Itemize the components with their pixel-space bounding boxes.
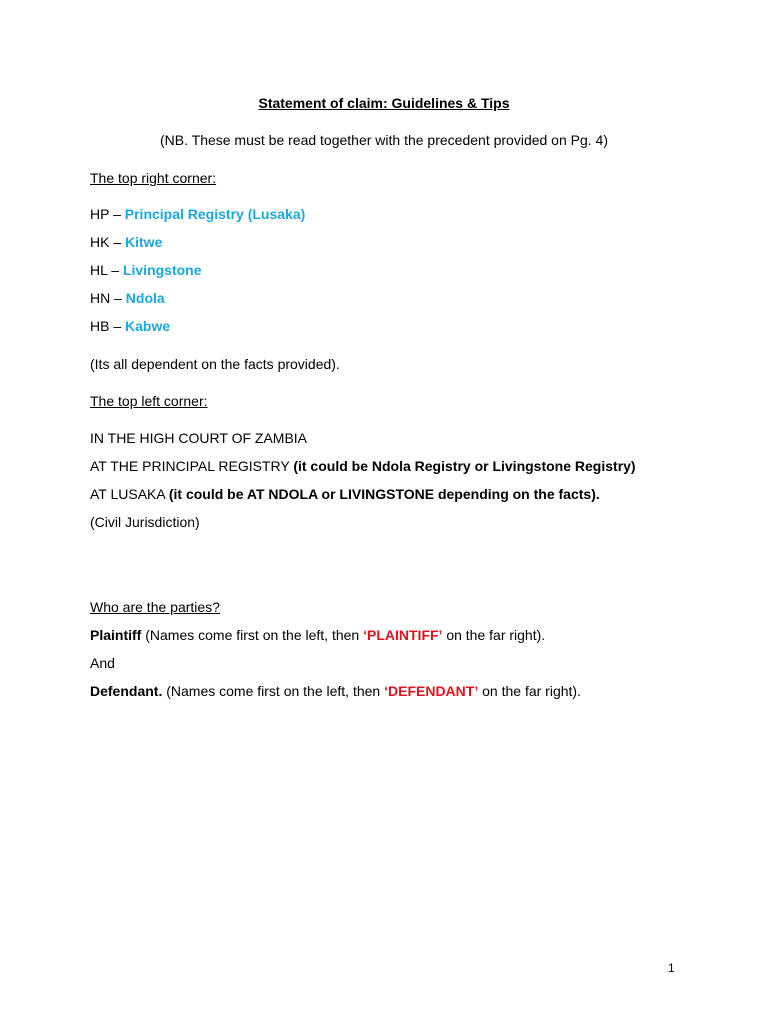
registry-alternatives: (it could be Ndola Registry or Livingstone Registry) <box>293 458 636 474</box>
parties-heading: Who are the parties? <box>90 599 220 615</box>
registry-place: Livingstone <box>122 262 202 278</box>
plaintiff-label: Plaintiff <box>90 627 142 643</box>
precedent-note: (NB. These must be read together with the precedent provided on Pg. 4) <box>160 132 608 148</box>
defendant-tag: ‘DEFENDANT’ <box>384 683 479 699</box>
location-line <box>90 485 600 503</box>
registry-item-hn <box>90 289 165 307</box>
registry-item-hp <box>90 205 305 223</box>
registry-place: Kabwe <box>125 318 171 334</box>
registry-code: HL – <box>90 262 123 278</box>
top-left-heading: The top left corner: <box>90 393 208 409</box>
defendant-label: Defendant. <box>90 683 163 699</box>
registry-place: Kitwe <box>125 234 163 250</box>
location-alternatives: (it could be AT NDOLA or LIVINGSTONE depending on the facts). <box>168 486 600 502</box>
page-number: 1 <box>668 961 675 975</box>
registry-item-hk <box>90 233 162 251</box>
registry-place: Principal Registry (Lusaka) <box>124 206 306 222</box>
registry-code: HP – <box>90 206 125 222</box>
registry-place: Ndola <box>125 290 165 306</box>
defendant-text: (Names come first on the left, then <box>162 683 385 699</box>
plaintiff-text: (Names come first on the left, then <box>141 627 364 643</box>
plaintiff-tag: ‘PLAINTIFF’ <box>363 627 443 643</box>
defendant-text-end: on the far right). <box>478 683 581 699</box>
court-name: IN THE HIGH COURT OF ZAMBIA <box>90 430 308 446</box>
registry-line <box>90 457 636 475</box>
location-text: AT LUSAKA <box>90 486 169 502</box>
page-title: Statement of claim: Guidelines & Tips <box>258 95 510 111</box>
facts-note: (Its all dependent on the facts provided). <box>90 356 340 372</box>
registry-item-hl <box>90 261 202 279</box>
top-right-heading: The top right corner: <box>90 170 217 186</box>
registry-code: HN – <box>90 290 126 306</box>
and-line: And <box>90 655 115 671</box>
registry-code: HK – <box>90 234 126 250</box>
plaintiff-line <box>90 626 545 644</box>
plaintiff-text-end: on the far right). <box>442 627 546 643</box>
registry-item-hb <box>90 317 170 335</box>
jurisdiction-line: (Civil Jurisdiction) <box>90 514 200 530</box>
registry-text: AT THE PRINCIPAL REGISTRY <box>90 458 294 474</box>
registry-code: HB – <box>90 318 126 334</box>
defendant-line <box>90 682 581 700</box>
